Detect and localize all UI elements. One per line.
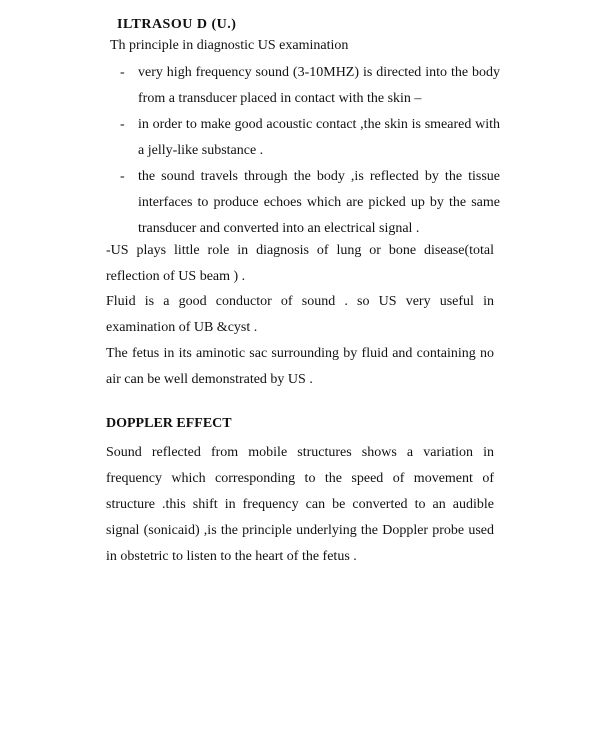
intro-line: Th principle in diagnostic US examination [110,38,349,53]
bullet-text: in order to make good acoustic contact ,the skin is smeared with a jelly-like substance . [138,117,500,158]
bullet-item [120,112,500,164]
bullet-marker: - [120,117,125,132]
bullet-text: very high frequency sound (3-10MHZ) is directed into the body from a transducer placed in contact with the skin – [138,65,500,106]
bullet-item [120,164,500,242]
bullet-marker: - [120,169,125,184]
section-heading-doppler: DOPPLER EFFECT [106,416,232,431]
paragraph-doppler: Sound reflected from mobile structures shows a variation in frequency which corresponding to the speed of movement of structure .this shift in frequency can be converted to an audible signal (sonicaid) ,is the principle underlying the Doppler probe used in obstetric to listen to the heart of the fetus . [106,445,494,564]
paragraph-lung-bone: -US plays little role in diagnosis of lung or bone disease(total reflection of US beam ) . [106,243,494,284]
paragraph-fetus: The fetus in its aminotic sac surrounding by fluid and containing no air can be well demonstrated by US . [106,346,494,387]
bullet-marker: - [120,65,125,80]
paragraph-fluid: Fluid is a good conductor of sound . so US very useful in examination of UB &cyst . [106,294,494,335]
section-heading-ultrasound: ILTRASOU D (U.) [117,17,237,32]
bullet-item [120,60,500,112]
bullet-text: the sound travels through the body ,is reflected by the tissue interfaces to produce echoes which are picked up by the same transducer and converted into an electrical signal . [138,169,500,236]
bullet-list [120,60,500,242]
